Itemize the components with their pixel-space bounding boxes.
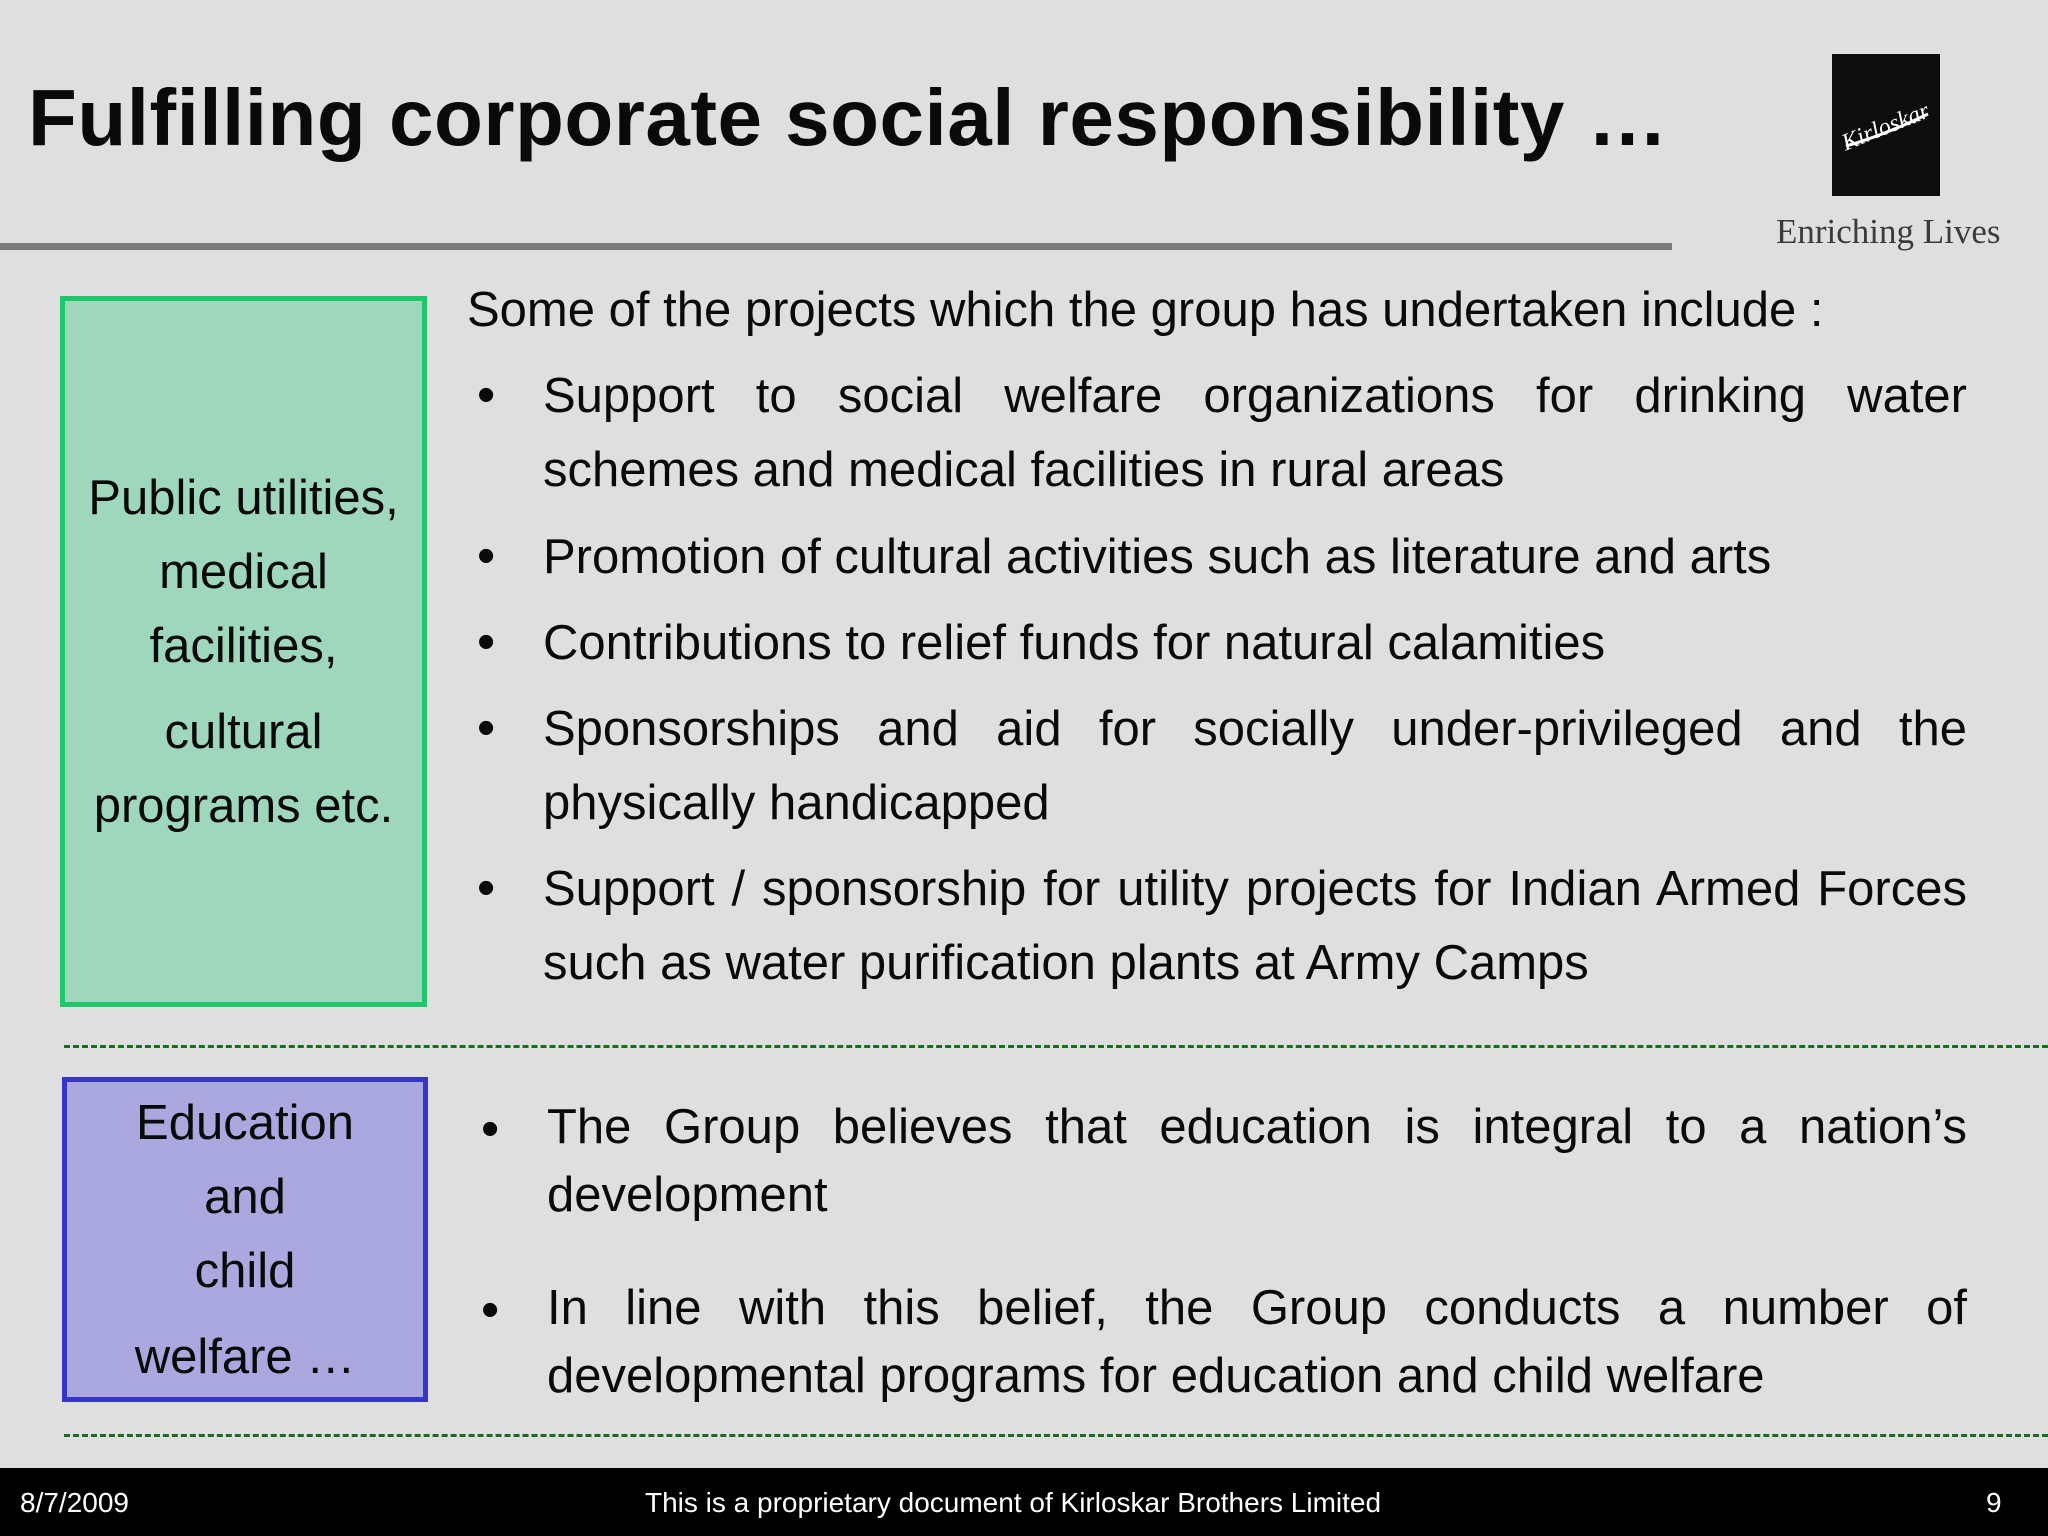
footer-date: 8/7/2009 — [20, 1487, 129, 1518]
footer-note: This is a proprietary document of Kirloskar Brothers Limited — [645, 1487, 1382, 1518]
list-item — [481, 1093, 1967, 1229]
bullet-text: Support to social welfare organizations for drinking water schemes and medical facilities in rural areas — [543, 369, 1967, 497]
category-label-line: welfare … — [134, 1329, 356, 1384]
bullet-text: The Group believes that education is integral to a nation’s development — [547, 1100, 1967, 1222]
list-item — [477, 852, 1967, 1000]
list-item — [481, 1274, 1967, 1410]
category-box-education — [62, 1077, 428, 1402]
category-label-line: Public utilities, — [88, 470, 399, 525]
bullet-text: Support / sponsorship for utility projects for Indian Armed Forces such as water purification plants at Army Camps — [543, 862, 1967, 990]
bullet-text: In line with this belief, the Group conducts a number of developmental programs for education and child welfare — [547, 1281, 1967, 1403]
bullet-text: Promotion of cultural activities such as literature and arts — [543, 530, 1772, 584]
bullet-icon: • — [481, 1100, 500, 1158]
category-label-line: medical — [159, 544, 328, 599]
page-number: 9 — [1986, 1487, 2002, 1518]
category-box-public-utilities — [60, 296, 427, 1007]
tagline: Enriching Lives — [1776, 212, 2001, 251]
title-underline — [0, 243, 1672, 250]
bullet-text: Contributions to relief funds for natural calamities — [543, 616, 1606, 670]
bullet-icon: • — [481, 1281, 500, 1339]
category-label-line: Education — [136, 1095, 354, 1150]
list-item — [477, 359, 1967, 507]
category-label-line: and — [204, 1169, 286, 1224]
section-divider — [64, 1434, 2048, 1437]
category-label-line: cultural — [164, 704, 323, 759]
kirloskar-logo — [1832, 54, 1940, 196]
list-item — [477, 692, 1967, 840]
category-label-line: programs etc. — [93, 778, 394, 833]
bullet-icon: • — [477, 859, 496, 917]
slide-title: Fulfilling corporate social responsibility … — [28, 73, 1669, 162]
list-item — [477, 606, 1967, 680]
bullet-icon: • — [477, 366, 496, 424]
section-divider — [64, 1045, 2048, 1048]
list-item — [477, 520, 1967, 594]
projects-intro: Some of the projects which the group has undertaken include : — [467, 283, 1824, 337]
kirloskar-logo-mark — [1832, 54, 1940, 196]
logo-wordmark: Kirloskar — [1838, 97, 1934, 157]
bullet-icon: • — [477, 527, 496, 585]
bullet-icon: • — [477, 699, 496, 757]
bullet-text: Sponsorships and aid for socially under-privileged and the physically handicapped — [543, 702, 1967, 830]
footer-bar — [0, 1468, 2048, 1536]
bullet-icon: • — [477, 613, 496, 671]
category-label-line: child — [194, 1243, 296, 1298]
category-label-line: facilities, — [149, 618, 338, 673]
